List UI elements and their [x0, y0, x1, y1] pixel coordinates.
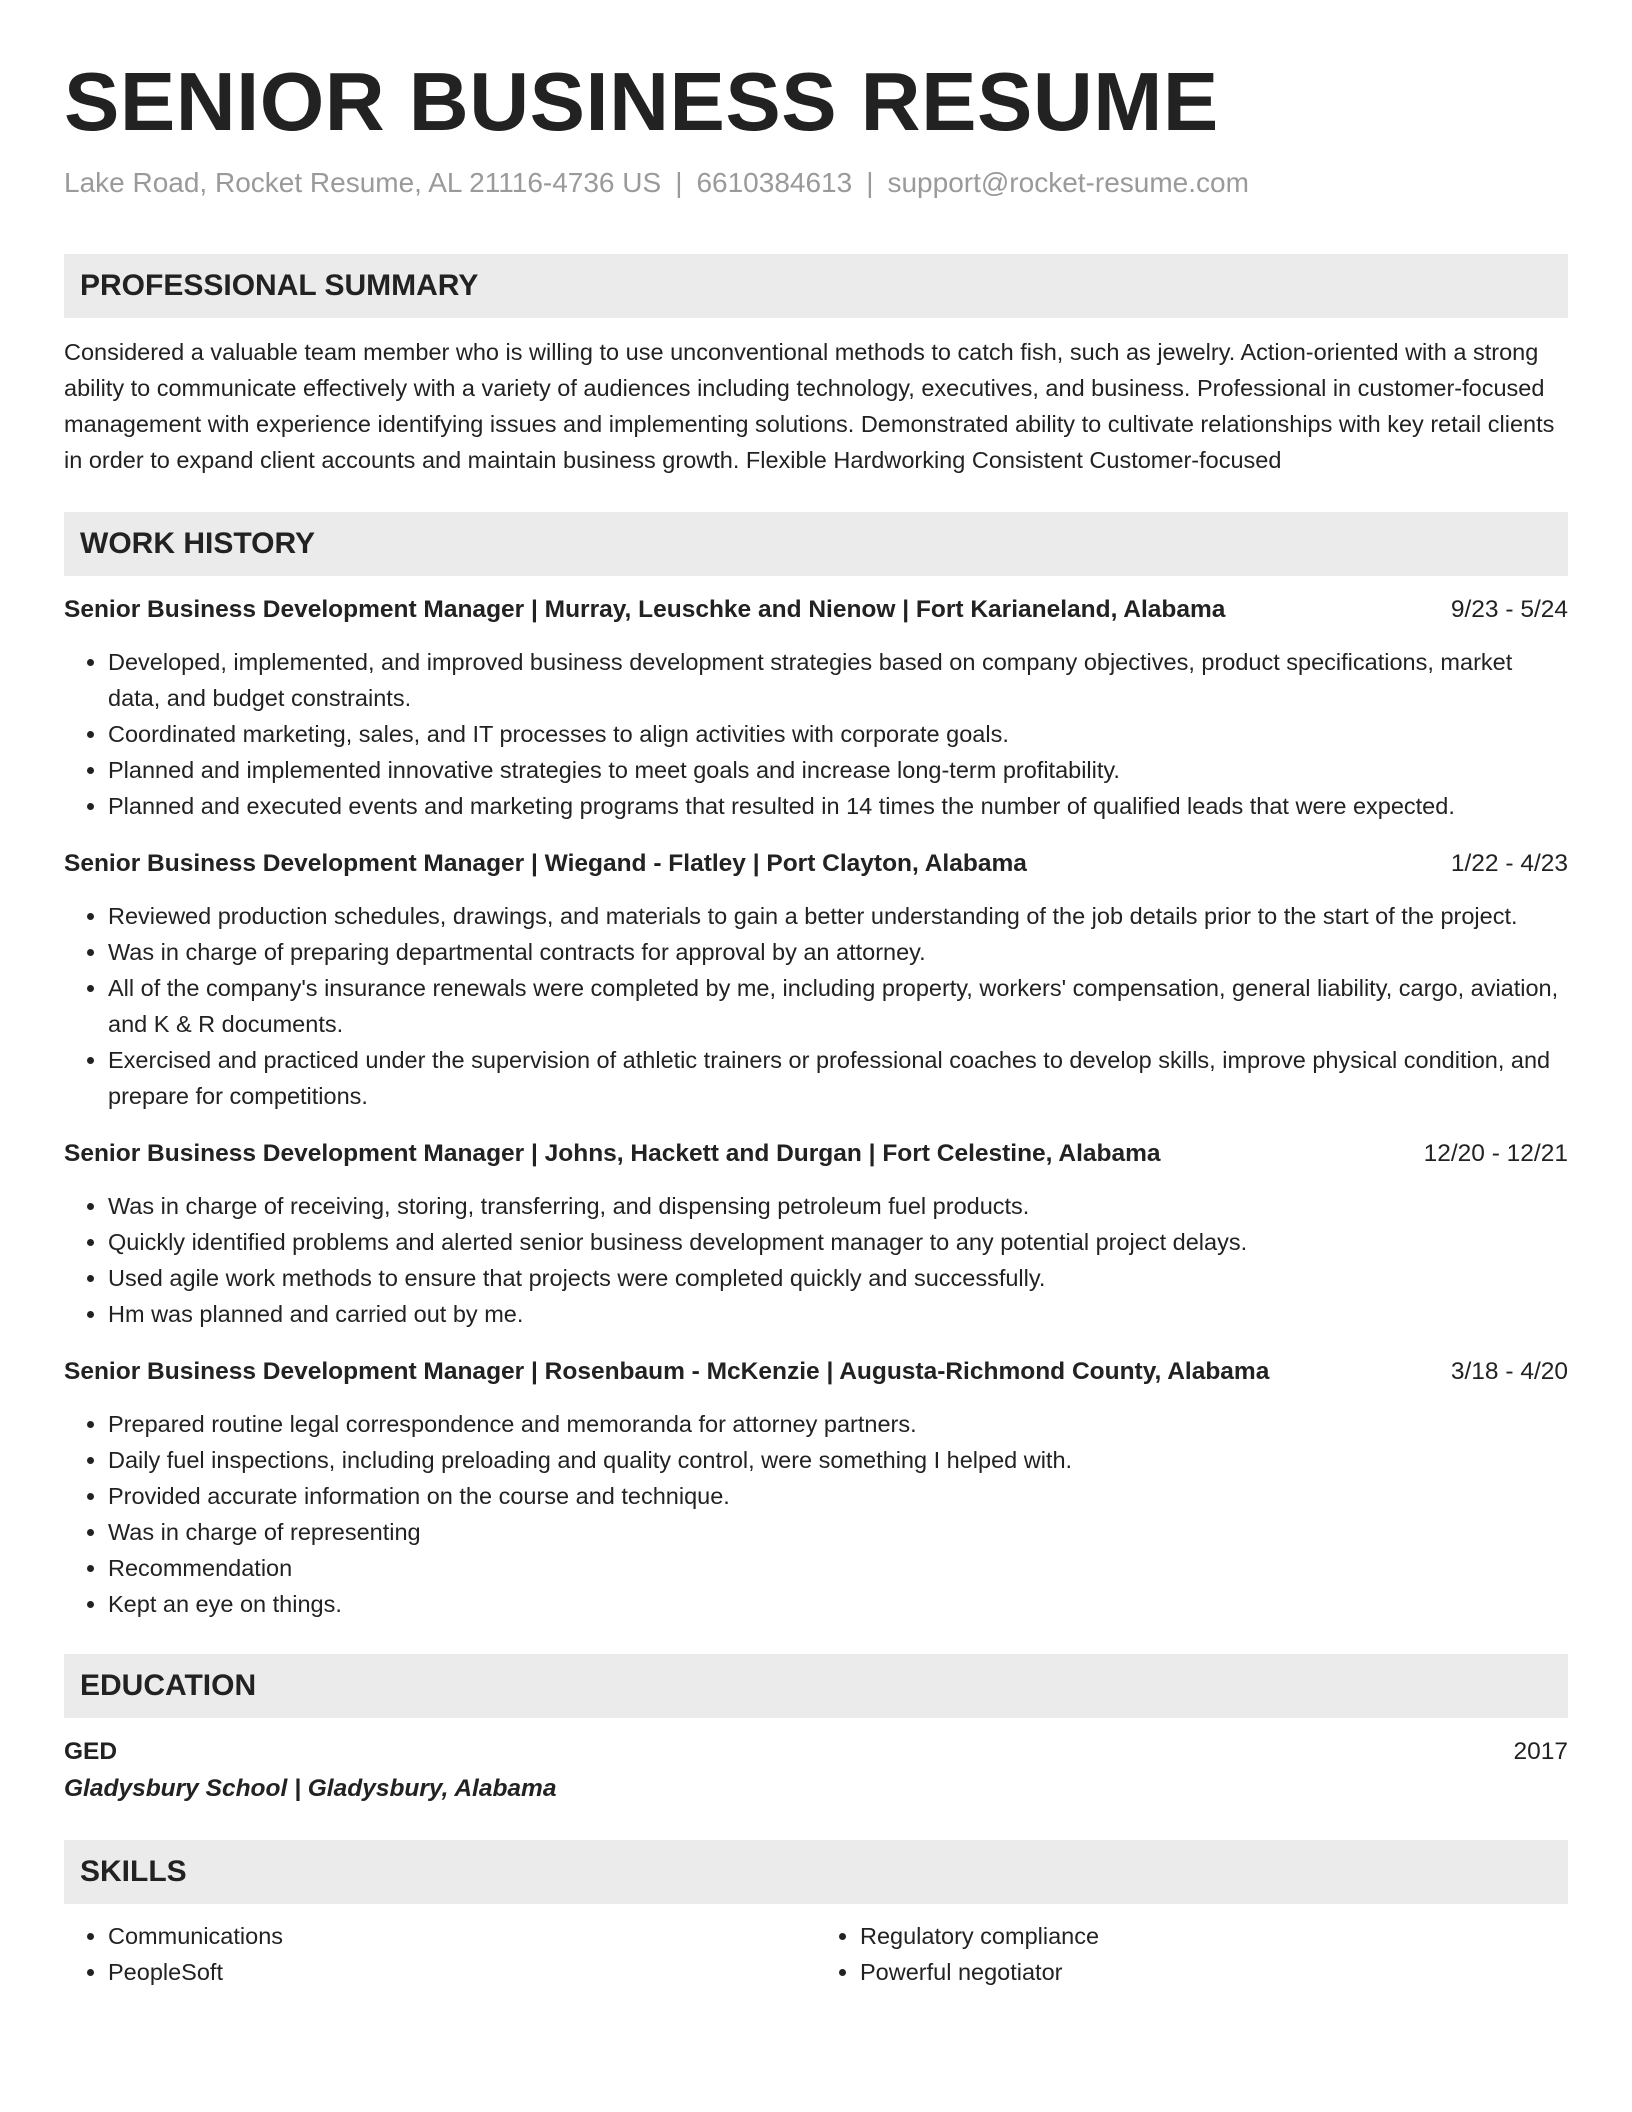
job-bullet: • Used agile work methods to ensure that projects were completed quickly and successfully.	[108, 1260, 1568, 1296]
job-bullet: • Reviewed production schedules, drawings, and materials to gain a better understanding of the job details prior to the start of the project.	[108, 898, 1568, 934]
job-title: Senior Business Development Manager | Johns, Hackett and Durgan | Fort Celestine, Alabama	[64, 1139, 1161, 1167]
education-degree: GED	[64, 1737, 118, 1765]
job-header	[64, 1354, 1568, 1390]
job-bullet: • Was in charge of representing	[108, 1514, 1568, 1550]
summary-text: Considered a valuable team member who is willing to use unconventional methods to catch fish, such as jewelry. Action-oriented with a strong ability to communicate effectively with a variety of audiences including technology, executives, and business. Professional in customer-focused management with experience identifying issues and implementing solutions. Demonstrated ability to cultivate relationships with key retail clients in order to expand client accounts and maintain business growth. Flexible Hardworking Consistent Customer-focused	[64, 338, 1555, 473]
job-bullets	[64, 1406, 1568, 1622]
job-entry	[64, 1354, 1568, 1622]
job-dates: 3/18 - 4/20	[1450, 1357, 1568, 1385]
job-bullet: • Was in charge of preparing departmental contracts for approval by an attorney.	[108, 934, 1568, 970]
job-bullet: • All of the company's insurance renewals were completed by me, including property, workers' compensation, general liability, cargo, aviation, and K & R documents.	[108, 970, 1568, 1042]
job-title: Senior Business Development Manager | Wiegand - Flatley | Port Clayton, Alabama	[64, 849, 1027, 877]
skill-item: • Regulatory compliance	[860, 1918, 1568, 1954]
job-bullet: • Coordinated marketing, sales, and IT processes to align activities with corporate goals.	[108, 716, 1568, 752]
contact-address: Lake Road, Rocket Resume, AL 21116-4736 US	[64, 167, 662, 199]
job-bullet: • Planned and executed events and marketing programs that resulted in 14 times the number of qualified leads that were expected.	[108, 788, 1568, 824]
job-bullets	[64, 898, 1568, 1114]
job-bullet: • Exercised and practiced under the supervision of athletic trainers or professional coaches to develop skills, improve physical condition, and prepare for competitions.	[108, 1042, 1568, 1114]
skill-item: • PeopleSoft	[108, 1954, 816, 1990]
skills-column-left	[64, 1918, 816, 1990]
job-title: Senior Business Development Manager | Murray, Leuschke and Nienow | Fort Karianeland, Alabama	[64, 595, 1226, 623]
job-entry	[64, 1136, 1568, 1332]
education-year: 2017	[1513, 1737, 1568, 1765]
job-bullet: • Prepared routine legal correspondence and memoranda for attorney partners.	[108, 1406, 1568, 1442]
job-bullet: • Daily fuel inspections, including preloading and quality control, were something I helped with.	[108, 1442, 1568, 1478]
skill-item: • Powerful negotiator	[860, 1954, 1568, 1990]
job-bullet: • Planned and implemented innovative strategies to meet goals and increase long-term profitability.	[108, 752, 1568, 788]
section-header-education: EDUCATION	[64, 1654, 1568, 1718]
section-header-summary: PROFESSIONAL SUMMARY	[64, 254, 1568, 318]
section-header-skills: SKILLS	[64, 1840, 1568, 1904]
job-bullet: • Developed, implemented, and improved business development strategies based on company objectives, product specifications, market data, and budget constraints.	[108, 644, 1568, 716]
resume-title: SENIOR BUSINESS RESUME	[64, 55, 1219, 148]
contact-email: support@rocket-resume.com	[887, 167, 1249, 199]
job-title: Senior Business Development Manager | Rosenbaum - McKenzie | Augusta-Richmond County, Alabama	[64, 1357, 1270, 1385]
job-dates: 12/20 - 12/21	[1423, 1139, 1568, 1167]
job-entry	[64, 846, 1568, 1114]
job-bullet: • Quickly identified problems and alerted senior business development manager to any potential project delays.	[108, 1224, 1568, 1260]
section-header-work-history: WORK HISTORY	[64, 512, 1568, 576]
skills-column-right	[816, 1918, 1568, 1990]
skills-list	[816, 1918, 1568, 1990]
job-header	[64, 592, 1568, 628]
job-dates: 9/23 - 5/24	[1450, 595, 1568, 623]
contact-line	[64, 165, 1568, 201]
job-dates: 1/22 - 4/23	[1450, 849, 1568, 877]
job-bullet: • Kept an eye on things.	[108, 1586, 1568, 1622]
skills-list	[64, 1918, 816, 1990]
job-bullet: • Provided accurate information on the course and technique.	[108, 1478, 1568, 1514]
skill-item: • Communications	[108, 1918, 816, 1954]
education-entry	[64, 1734, 1568, 1770]
job-header	[64, 846, 1568, 882]
job-bullet: • Was in charge of receiving, storing, transferring, and dispensing petroleum fuel products.	[108, 1188, 1568, 1224]
job-bullets	[64, 1188, 1568, 1332]
contact-separator: |	[675, 167, 683, 199]
job-header	[64, 1136, 1568, 1172]
job-entry	[64, 592, 1568, 824]
job-bullet: • Recommendation	[108, 1550, 1568, 1586]
education-school: Gladysbury School | Gladysbury, Alabama	[64, 1774, 557, 1802]
job-bullets	[64, 644, 1568, 824]
contact-separator: |	[866, 167, 874, 199]
contact-phone: 6610384613	[696, 167, 853, 199]
skills-grid	[64, 1918, 1568, 1990]
job-bullet: • Hm was planned and carried out by me.	[108, 1296, 1568, 1332]
